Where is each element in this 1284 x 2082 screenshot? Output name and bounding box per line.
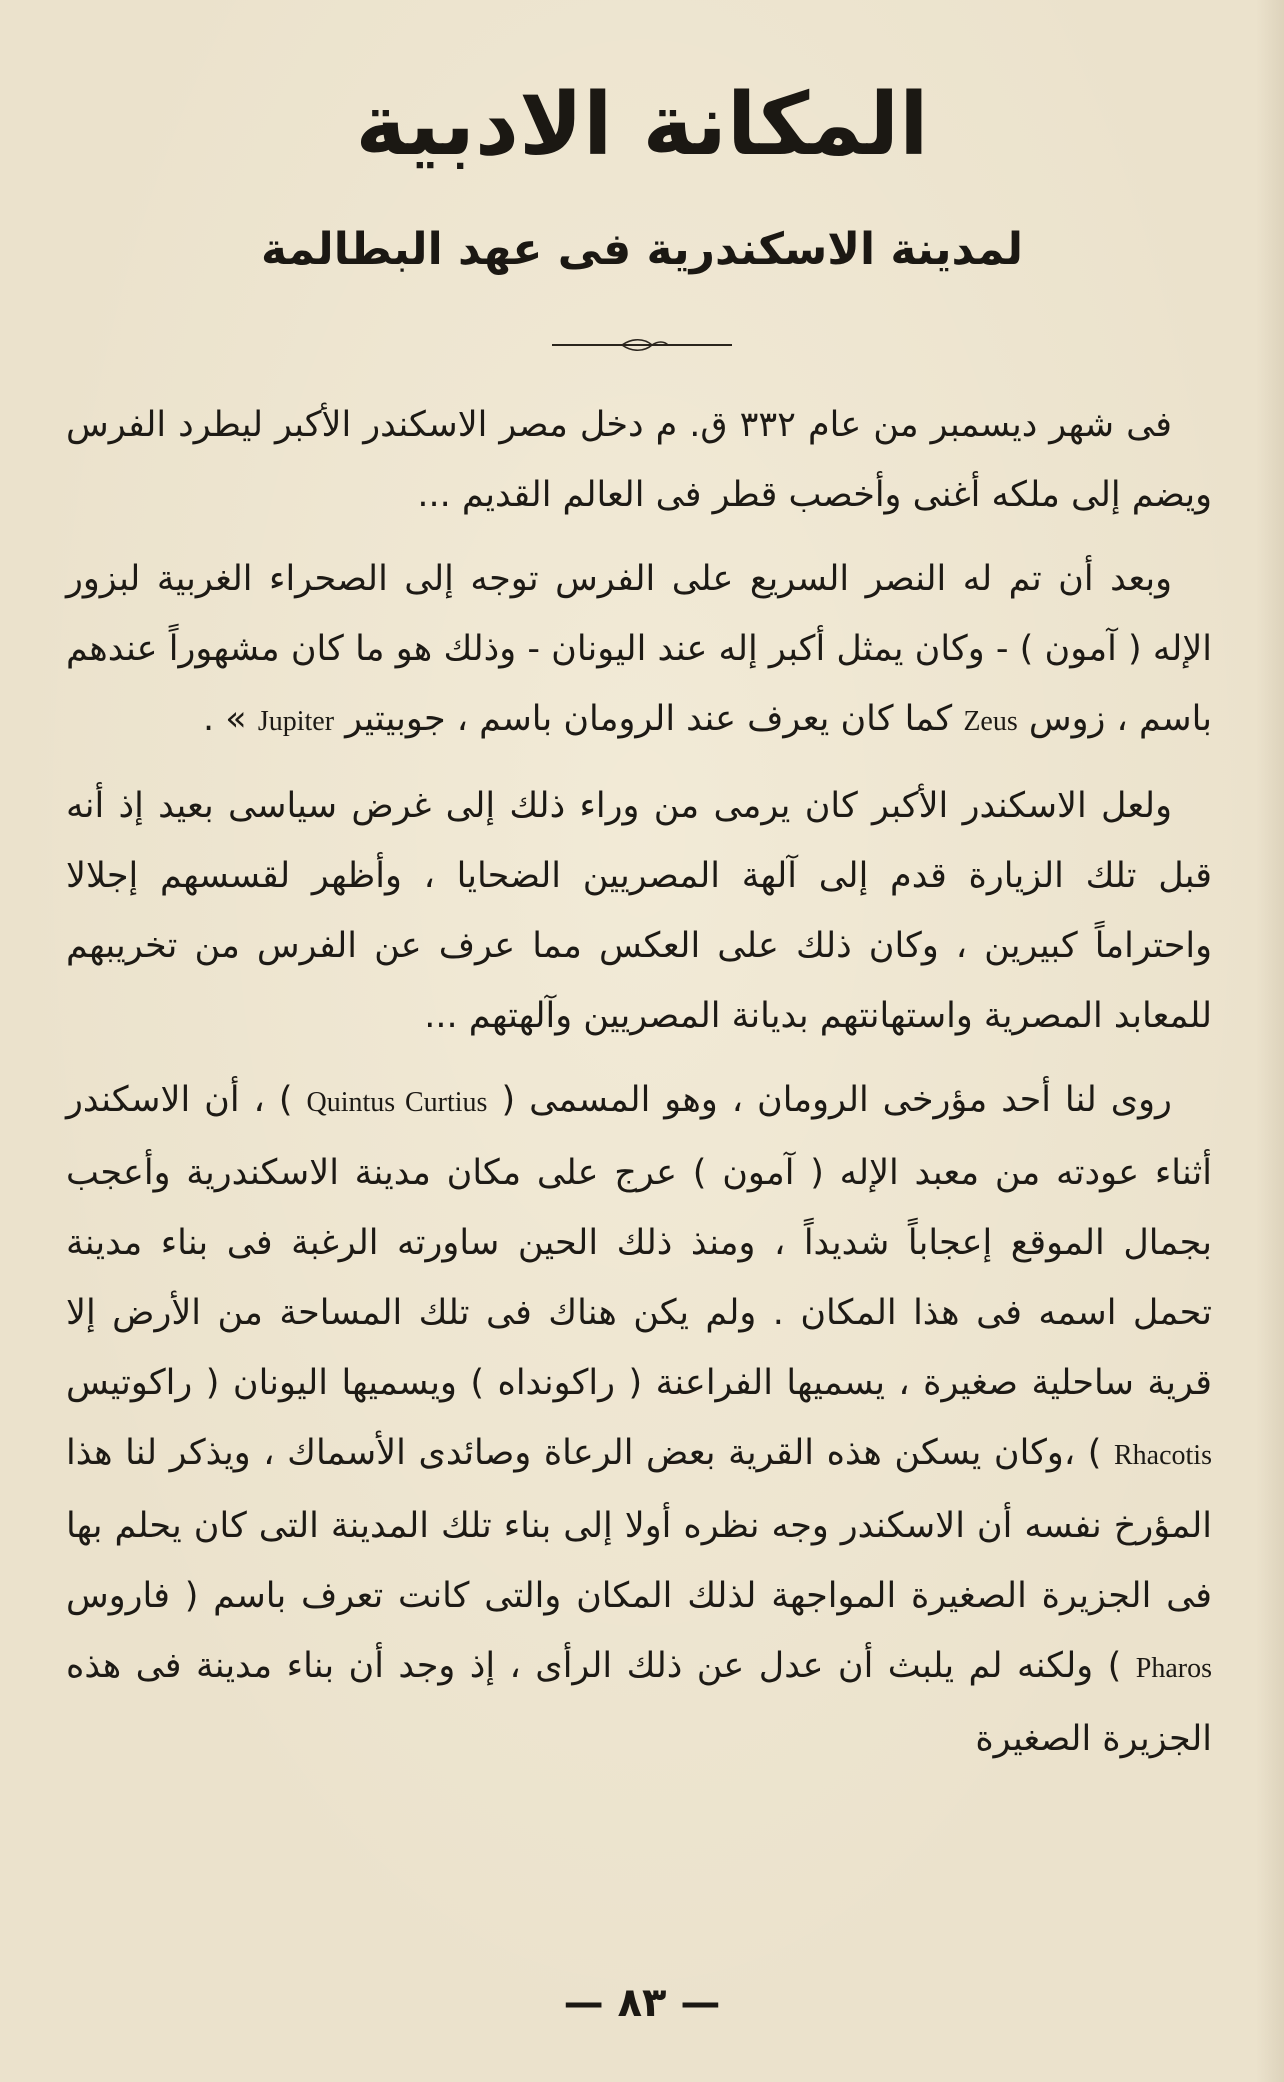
ornament-divider	[552, 336, 732, 354]
page-subtitle: لمدينة الاسكندرية فى عهد البطالمة	[261, 224, 1023, 275]
latin-term-jupiter: Jupiter	[257, 706, 335, 737]
paragraph-2	[66, 544, 1212, 757]
body-text	[66, 390, 1212, 1788]
paragraph-2-text-a: وبعد أن تم له النصر السريع على الفرس توجه إلى الصحراء الغربية لبزور الإله ( آمون ) - وكان يمثل أكبر إله عند اليونان - وذلك هو ما كان مشهوراً عندهم باسم ، زوس	[66, 559, 1212, 739]
latin-term-pharos: Pharos	[1135, 1653, 1212, 1684]
latin-term-rhacotis: Rhacotis	[1113, 1440, 1212, 1471]
page-number: — ٨٣ —	[563, 1980, 721, 2026]
paragraph-4-text-c: ) ،وكان يسكن هذه القرية بعض الرعاة وصائدى الأسماك ، ويذكر لنا هذا المؤرخ نفسه أن الاسكندر وجه نظره أولا إلى بناء تلك المدينة التى كان يحلم بها فى الجزيرة الصغيرة المواجهة لذلك المكان والتى كانت تعرف باسم ( فاروس	[66, 1433, 1212, 1616]
paragraph-2-text-c: » .	[203, 699, 247, 739]
paragraph-1	[66, 390, 1212, 530]
paragraph-2-text-b: كما كان يعرف عند الرومان باسم ، جوبيتير	[345, 699, 953, 739]
paragraph-3	[66, 771, 1212, 1051]
latin-term-quintus-curtius: Quintus Curtius	[306, 1087, 488, 1118]
paragraph-4-text-d: ) ولكنه لم يلبث أن عدل عن ذلك الرأى ، إذ وجد أن بناء مدينة فى هذه الجزيرة الصغيرة	[66, 1646, 1212, 1759]
paragraph-3-text: ولعل الاسكندر الأكبر كان يرمى من وراء ذلك إلى غرض سياسى بعيد إذ أنه قبل تلك الزيارة قدم إلى آلهة المصريين الضحايا ، وأظهر لقسسهم إجلالا واحتراماً كبيرين ، وكان ذلك على العكس مما عرف عن الفرس من تخريبهم للمعابد المصرية واستهانتهم بديانة المصريين وآلهتهم ...	[66, 786, 1212, 1036]
paragraph-4-text-a: روى لنا أحد مؤرخى الرومان ، وهو المسمى (	[501, 1080, 1172, 1120]
latin-term-zeus: Zeus	[963, 706, 1018, 737]
paragraph-4-text-b: ) ، أن الاسكندر أثناء عودته من معبد الإله ( آمون ) عرج على مكان مدينة الاسكندرية وأعجب بجمال الموقع إعجاباً شديداً ، ومنذ ذلك الحين ساورته الرغبة فى بناء مدينة تحمل اسمه فى هذا المكان . ولم يكن هناك فى تلك المساحة من الأرض إلا قرية ساحلية صغيرة ، يسميها الفراعنة ( راكونداه ) ويسميها اليونان ( راكوتيس	[66, 1080, 1212, 1403]
paragraph-1-text: فى شهر ديسمبر من عام ٣٣٢ ق. م دخل مصر الاسكندر الأكبر ليطرد الفرس ويضم إلى ملكه أغنى وأخصب قطر فى العالم القديم ...	[66, 405, 1212, 515]
paragraph-4	[66, 1065, 1212, 1774]
page-title: المكانة الادبية	[355, 75, 929, 175]
